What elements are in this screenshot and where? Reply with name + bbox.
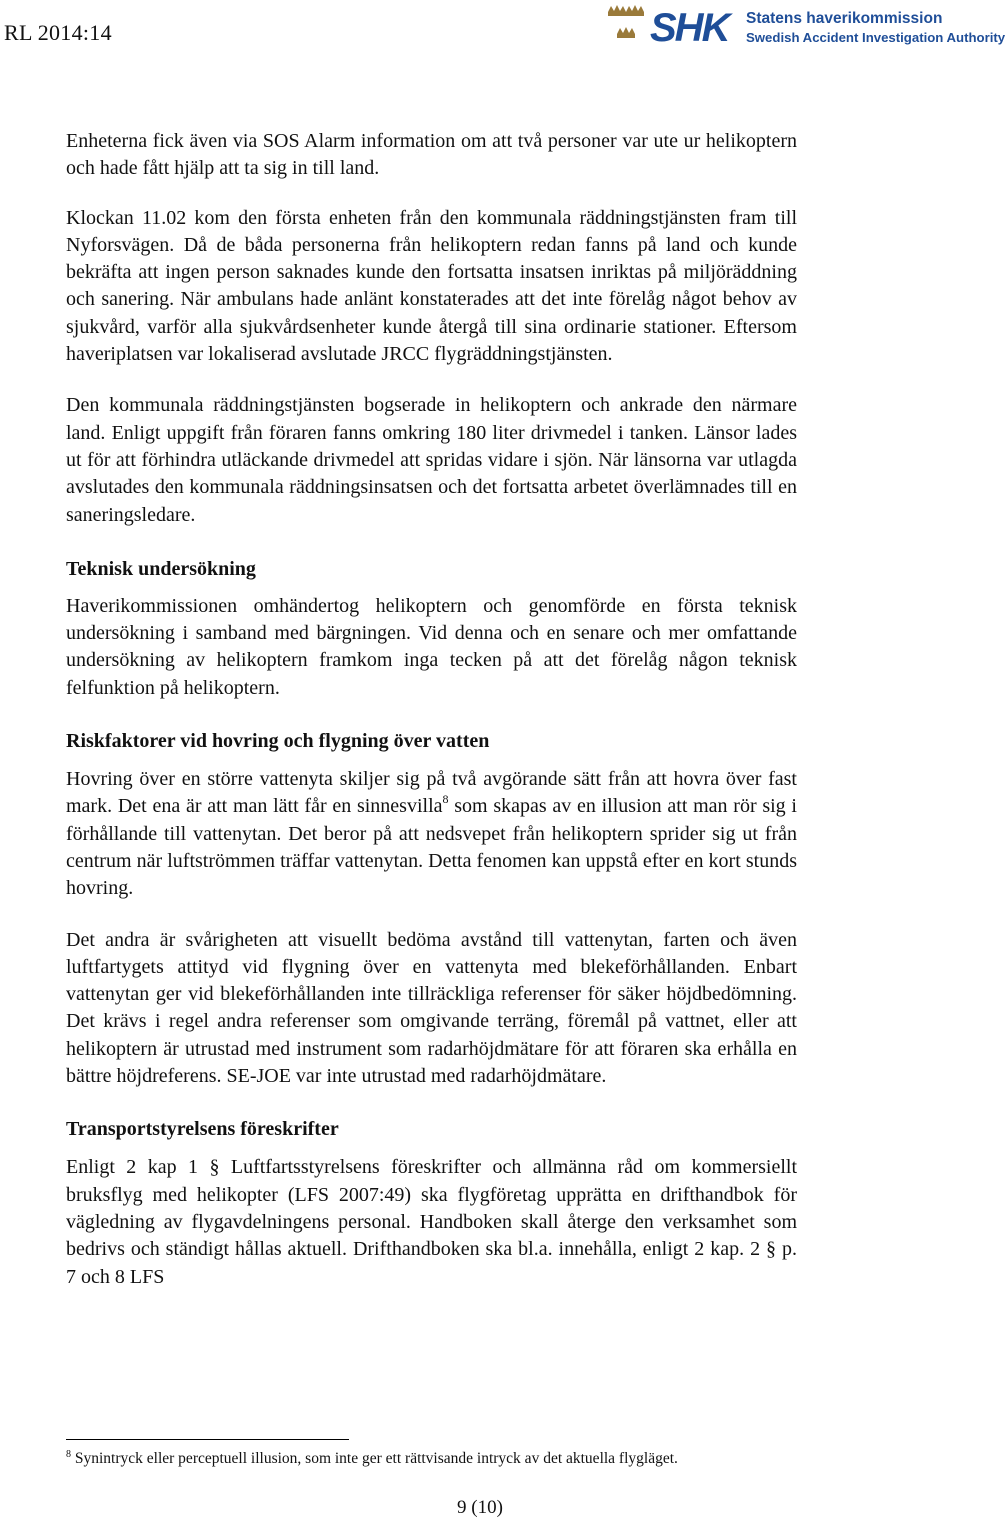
paragraph-hovering-start: Hovring över en större vattenyta skiljer sig på två avgörande sätt från att hovra över fast mark. Det ena är att man lätt får en sinnesvilla xyxy=(66,768,797,818)
authority-name-sv: Statens haverikommission xyxy=(746,10,943,27)
paragraph-sos-alarm: Enheterna fick även via SOS Alarm information om att två personer var ute ur helikoptern och hade fått hjälp att ta sig in till land. xyxy=(66,130,797,180)
paragraph-rescue-arrival: Klockan 11.02 kom den första enheten från den kommunala räddningstjänsten fram till Nyforsvägen. Då de båda personerna från helikoptern redan fanns på land och kunde bekräfta att ingen person saknades kunde den fortsatta insatsen inriktas på miljöräddning och sanering. När ambulans hade anlänt konstaterades att det inte förelåg något behov av sjukvård, varför alla sjukvårdsenheter kunde återgå till sina ordinarie stationer. Eftersom haveriplatsen var lokaliserad avslutade JRCC flygräddningstjänsten. xyxy=(66,206,797,366)
shk-logo xyxy=(606,4,1005,50)
footnote-text: Synintryck eller perceptuell illusion, som inte ger ett rättvisande intryck av det aktuella flygläget. xyxy=(71,1450,678,1467)
paragraph-towing: Den kommunala räddningstjänsten bogserade in helikoptern och ankrade den närmare land. Enligt uppgift från föraren fanns omkring 180 liter drivmedel i tanken. Länsor lades ut för att förhindra utläckande drivmedel att spridas vidare i sjön. När länsorna var utlagda avslutades den kommunala räddningsinsatsen och det fortsatta arbetet överlämnades till en saneringsledare. xyxy=(66,394,797,526)
authority-name xyxy=(746,9,1005,47)
paragraph-technical-examination: Haverikommissionen omhändertog helikoptern och genomförde en första teknisk undersökning i samband med bärgningen. Vid denna och en senare och mer omfattande undersökning av helikoptern framkom inga tecken på att det förelåg någon teknisk felfunktion på helikoptern. xyxy=(66,594,797,699)
report-body xyxy=(66,128,797,1291)
three-crowns-icon xyxy=(606,4,646,50)
heading-regulations: Transportstyrelsens föreskrifter xyxy=(66,1118,339,1141)
heading-risk-factors: Riskfaktorer vid hovring och flygning över vatten xyxy=(66,730,490,753)
footnote-ref[interactable]: 8 xyxy=(442,792,449,807)
page-number: 9 (10) xyxy=(457,1497,503,1518)
paragraph-hovering xyxy=(66,766,797,902)
footnote-number: 8 xyxy=(66,1449,71,1460)
paragraph-hovering-end: som skapas av en illusion att man rör sig i förhållande till vattenytan. Det beror på att nedsvepet från helikoptern sprider sig ut från centrum när luftströmmen träffar vattenytan. Detta fenomen kan uppstå efter en kort stunds hovring. xyxy=(66,795,797,900)
heading-technical-examination: Teknisk undersökning xyxy=(66,557,256,580)
paragraph-distance-judgement: Det andra är svårigheten att visuellt bedöma avstånd till vattenytan, farten och även luftfartygets attityd vid flygning över en vattenyta med blekeförhållanden. Enbart vattenytan ger vid blekeförhållanden inte tillräckliga referenser för säker höjdbedömning. Det krävs i regel andra referenser som omgivande terräng, föremål på vattnet, eller att helikoptern är utrustad med instrument som radarhöjdmätare för att föraren ska erhålla en bättre höjdreferens. SE-JOE var inte utrustad med radarhöjdmätare. xyxy=(66,928,797,1088)
shk-mark: SHK xyxy=(650,6,729,50)
footnote xyxy=(66,1450,678,1468)
report-id: RL 2014:14 xyxy=(4,20,112,45)
paragraph-regulations: Enligt 2 kap 1 § Luftfartsstyrelsens föreskrifter och allmänna råd om kommersiellt bruksflyg med helikopter (LFS 2007:49) ska flygföretag upprätta en drifthandbok för vägledning av flygavdelningens personal. Handboken skall återge den verksamhet som bedrivs och ständigt hållas aktuell. Drifthandboken ska bl.a. innehålla, enligt 2 kap. 2 § p. 7 och 8 LFS xyxy=(66,1156,797,1288)
footnote-divider xyxy=(66,1439,349,1440)
authority-name-en: Swedish Accident Investigation Authority xyxy=(746,30,1005,45)
